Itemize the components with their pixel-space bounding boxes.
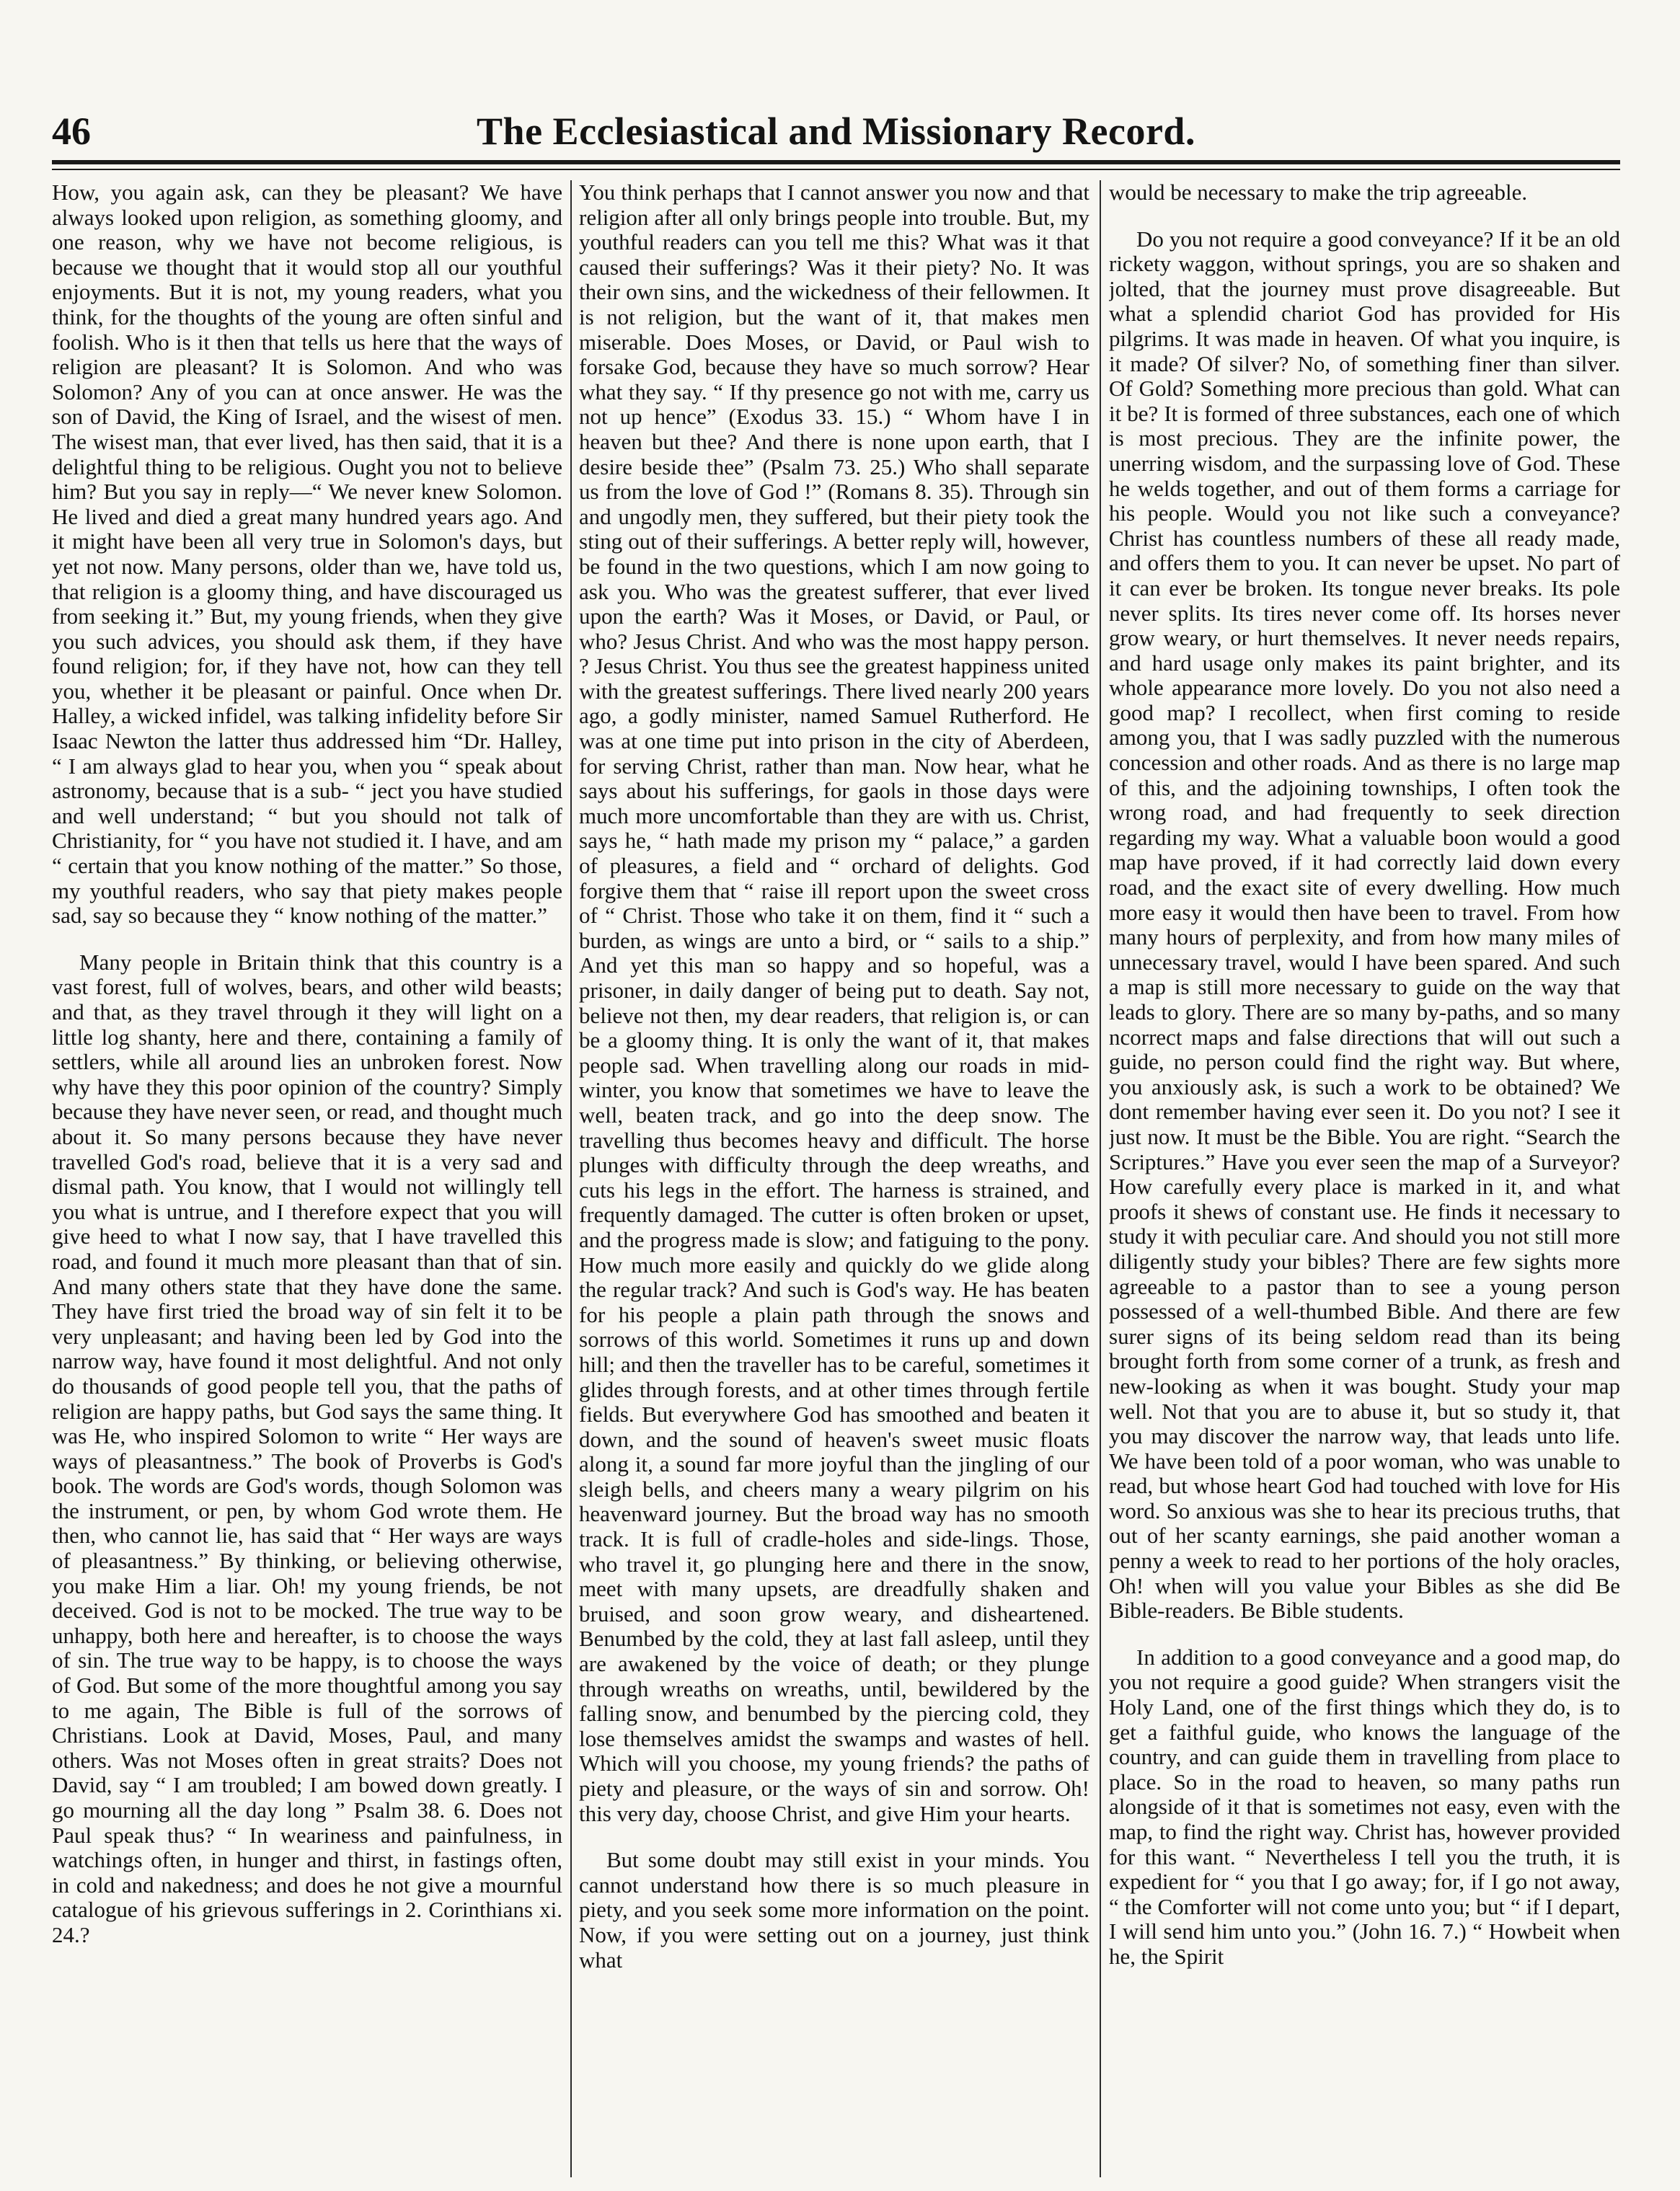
header-rule-thick bbox=[52, 160, 1620, 164]
text-column-2 bbox=[579, 180, 1089, 2177]
paragraph: Many people in Britain think that this country is a vast forest, full of wolves, bears, and other wild beasts; and that, as they travel through it they will light on a little log shanty, here and there, containing a family of settlers, while all around lies an unbroken forest. Now why have they this poor opinion of the country? Simply because they have never seen, or read, and thought much about it. So many persons because they have never travelled God's road, believe that it is a very sad and dismal path. You know, that I would not willingly tell you what is untrue, and I therefore expect that you will give heed to what I now say, that I have travelled this road, and found it much more pleasant than that of sin. And many others state that they have done the same. They have first tried the broad way of sin felt it to be very unpleasant; and having been led by God into the narrow way, have found it most delightful. And not only do thousands of good people tell you, that the paths of religion are happy paths, but God says the same thing. It was He, who inspired Solomon to write “ Her ways are ways of pleasantness.” The book of Proverbs is God's book. The words are God's words, though Solomon was the instrument, or pen, by whom God wrote them. He then, who cannot lie, has said that “ Her ways are ways of pleasantness.” By thinking, or believing otherwise, you make Him a liar. Oh! my young friends, be not deceived. God is not to be mocked. The true way to be unhappy, both here and hereafter, is to choose the ways of sin. The true way to be happy, is to choose the ways of God. But some of the more thoughtful among you say to me again, The Bible is full of the sorrows of Christians. Look at David, Moses, Paul, and many others. Was not Moses often in great straits? Does not David, say “ I am troubled; I am bowed down greatly. I go mourning all the day long ” Psalm 38. 6. Does not Paul speak thus? “ In weariness and painfulness, in watchings often, in hunger and thirst, in fastings often, in cold and nakedness; and does he not give a mournful catalogue of his grievous sufferings in 2. Corinthians xi. 24.? bbox=[52, 949, 562, 1947]
text-column-1 bbox=[52, 180, 562, 2177]
column-divider bbox=[570, 180, 572, 2177]
paragraph: You think perhaps that I cannot answer you now and that religion after all only brings people into trouble. But, my youthful readers can you tell me this? What was it that caused their sufferings? Was it their piety? No. It was their own sins, and the wickedness of their fellowmen. It is not religion, but the want of it, that makes men miserable. Does Moses, or David, or Paul wish to forsake God, because they have so much sorrow? Hear what they say. “ If thy presence go not with me, carry us not up hence” (Exodus 33. 15.) “ Whom have I in heaven but thee? And there is none upon earth, that I desire beside thee” (Psalm 73. 25.) Who shall separate us from the love of God !” (Romans 8. 35). Through sin and ungodly men, they suffered, but their piety took the sting out of their sufferings. A better reply will, however, be found in the two questions, which I am now going to ask you. Who was the greatest sufferer, that ever lived upon the earth? Was it Moses, or David, or Paul, or who? Jesus Christ. And who was the most happy person. ? Jesus Christ. You thus see the greatest happiness united with the greatest sufferings. There lived nearly 200 years ago, a godly minister, named Samuel Rutherford. He was at one time put into prison in the city of Aberdeen, for serving Christ, rather than man. Now hear, what he says about his sufferings, for gaols in those days were much more uncomfortable than they are with us. Christ, says he, “ hath made my prison my “ palace,” a garden of pleasures, a field and “ orchard of delights. God forgive them that “ raise ill report upon the sweet cross of “ Christ. Those who take it on them, find it “ such a burden, as wings are unto a bird, or “ sails to a ship.” And yet this man so happy and so hopeful, was a prisoner, in daily danger of being put to death. Say not, believe not then, my dear readers, that religion is, or can be a gloomy thing. It is only the want of it, that makes people sad. When travelling along our roads in mid-winter, you know that sometimes we have to leave the well, beaten track, and go into the deep snow. The travelling thus becomes heavy and difficult. The horse plunges with difficulty through the deep wreaths, and cuts his legs in the effort. The harness is strained, and frequently damaged. The cutter is often broken or upset, and the progress made is slow; and fatiguing to the pony. How much more easily and quickly do we glide along the regular track? And such is God's way. He has beaten for his people a plain path through the snows and sorrows of this world. Sometimes it runs up and down hill; and then the traveller has to be careful, sometimes it glides through forests, and at other times through fertile fields. But everywhere God has smoothed and beaten it down, and the sound of heaven's sweet music floats along it, a sound far more joyful than the jingling of our sleigh bells, and cheers many a weary pilgrim on his heavenward journey. But the broad way has no smooth track. It is full of cradle-holes and side-lings. Those, who travel it, go plunging here and there in the snow, meet with many upsets, are dreadfully shaken and bruised, and soon grow weary, and disheartened. Benumbed by the cold, they at last fall asleep, until they are awakened by the voice of death; or they plunge through wreaths on wreaths, until, bewildered by the falling snow, and benumbed by the piercing cold, they lose themselves amidst the swamps and wastes of hell. Which will you choose, my young friends? the paths of piety and pleasure, or the ways of sin and sorrow. Oh! this very day, choose Christ, and give Him your hearts. bbox=[579, 180, 1089, 1826]
paragraph: But some doubt may still exist in your minds. You cannot understand how there is so much pleasure in piety, and you seek some more information on the point. Now, if you were setting out on a journey, just think what bbox=[579, 1847, 1089, 1973]
paragraph: Do you not require a good conveyance? If it be an old rickety waggon, without springs, you are so shaken and jolted, that the journey must prove disagreeable. But what a splendid chariot God has provided for His pilgrims. It was made in heaven. Of what you inquire, is it made? Of silver? No, of something finer than silver. Of Gold? Something more precious than gold. What can it be? It is formed of three substances, each one of which is most precious. They are the infinite power, the unerring wisdom, and the surpassing love of God. These he welds together, and out of them forms a carriage for his people. Would you not like such a conveyance? Christ has countless numbers of these all ready made, and offers them to you. It can never be upset. No part of it can ever be broken. Its tongue never breaks. Its pole never splits. Its tires never come off. Its horses never grow weary, or hurt themselves. It never needs repairs, and hard usage only makes its paint brighter, and its whole appearance more lovely. Do you not also need a good map? I recollect, when first coming to reside among you, that I was sadly puzzled with the numerous concession and other roads. And as there is no large map of this, and the adjoining townships, I often took the wrong road, and had frequently to seek direction regarding my way. What a valuable boon would a good map have proved, if it had correctly laid down every road, and the exact site of every dwelling. How much more easy it would then have been to travel. From how many hours of perplexity, and from how many miles of unnecessary travel, would I have been spared. And such a map is still more necessary to guide on the way that leads to glory. There are so many by-paths, and so many ncorrect maps and false directions that will out such a guide, no person could find the right way. But where, you anxiously ask, is such a work to be obtained? We dont remember having ever seen it. Do you not? I see it just now. It must be the Bible. You are right. “Search the Scriptures.” Have you ever seen the map of a Surveyor? How carefully every place is marked in it, and what proofs it shews of constant use. He finds it necessary to study it with peculiar care. And should you not still more diligently study your bibles? There are few sights more agreeable to a pastor than to see a young person possessed of a well-thumbed Bible. And there are few surer signs of its being seldom read than its being brought forth from some corner of a trunk, as fresh and new-looking as when it was bought. Study your map well. Not that you are to abuse it, but so study it, that you may discover the narrow way, that leads unto life. We have been told of a poor woman, who was unable to read, but whose heart God had touched with love for His word. So anxious was she to hear its precious truths, that out of her scanty earnings, she paid another woman a penny a week to read to her portions of the holy oracles, Oh! when will you value your Bibles as she did Be Bible-readers. Be Bible students. bbox=[1109, 226, 1620, 1624]
page-number: 46 bbox=[52, 110, 91, 153]
paragraph: In addition to a good conveyance and a good map, do you not require a good guide? When strangers visit the Holy Land, one of the first things which they do, is to get a faithful guide, who knows the language of the country, and can guide them in travelling from place to place. So in the road to heaven, so many paths run alongside of it that is sometimes not easy, even with the map, to find the right way. Christ has, however provided for this want. “ Nevertheless I tell you the truth, it is expedient for “ you that I go away; for, if I go not away, “ the Comforter will not come unto you; but “ if I depart, I will send him unto you.” (John 16. 7.) “ Howbeit when he, the Spirit bbox=[1109, 1644, 1620, 1969]
header-rule-thin bbox=[52, 169, 1620, 170]
paragraph: How, you again ask, can they be pleasant? We have always looked upon religion, as something gloomy, and one reason, why we have not become religious, is because we thought that it would stop all our youthful enjoyments. But it is not, my young readers, what you think, for the thoughts of the young are often sinful and foolish. Who is it then that tells us here that the ways of religion are pleasant? It is Solomon. And who was Solomon? Any of you can at once answer. He was the son of David, the King of Israel, and the wisest of men. The wisest man, that ever lived, has then said, that it is a delightful thing to be religious. Ought you not to believe him? But you say in reply—“ We never knew Solomon. He lived and died a great many hundred years ago. And it might have been all very true in Solomon's days, but yet not now. Many persons, older than we, have told us, that religion is a gloomy thing, and have discouraged us from seeking it.” But, my young friends, when they give you such advices, you should ask them, if they have found religion; for, if they have not, how can they tell you, whether it be pleasant or painful. Once when Dr. Halley, a wicked infidel, was talking infidelity before Sir Isaac Newton the latter thus addressed him “Dr. Halley, “ I am always glad to hear you, when you “ speak about astronomy, because that is a sub- “ ject you have studied and well understand; “ but you should not talk of Christianity, for “ you have not studied it. I have, and am “ certain that you know nothing of the matter.” So those, my youthful readers, who say that piety makes people sad, say so because they “ know nothing of the matter.” bbox=[52, 180, 562, 929]
paragraph: would be necessary to make the trip agreeable. bbox=[1109, 180, 1528, 205]
column-divider bbox=[1100, 180, 1101, 2177]
text-column-3 bbox=[1109, 180, 1620, 2177]
running-header bbox=[52, 108, 1620, 154]
running-title: The Ecclesiastical and Missionary Record. bbox=[477, 110, 1195, 153]
